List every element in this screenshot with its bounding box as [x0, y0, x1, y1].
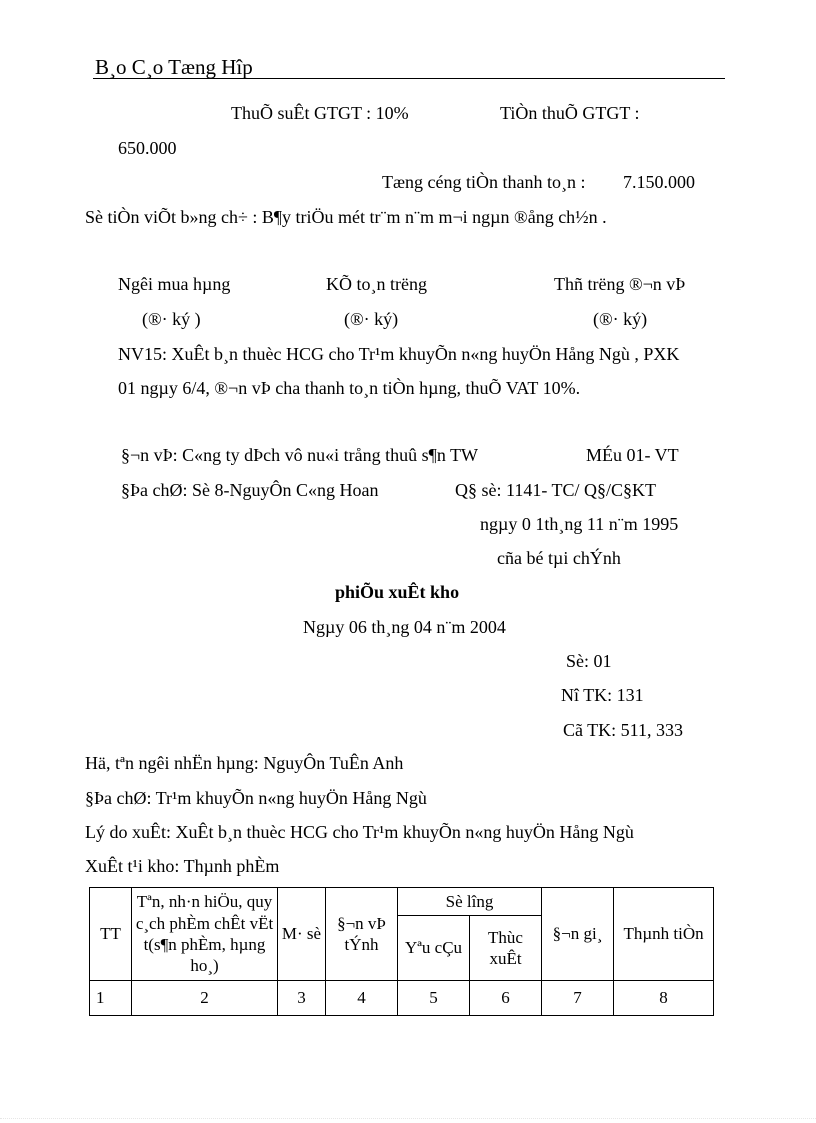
slip-number: Sè: 01: [566, 651, 612, 671]
org-address: §Þa chØ: Sè 8-NguyÔn C«ng Hoan: [121, 480, 379, 500]
signature-accountant-title: KÕ to¸n trëng: [326, 274, 427, 294]
index-cell: 5: [398, 980, 470, 1015]
header-unit: §¬n vÞ tÝnh: [326, 888, 398, 981]
index-cell: 7: [542, 980, 614, 1015]
credit-account: Cã TK: 511, 333: [563, 720, 683, 740]
total-value: 7.150.000: [623, 172, 695, 192]
issue-warehouse: XuÊt t¹i kho: Thµnh phÈm: [85, 856, 280, 876]
header-code: M· sè: [278, 888, 326, 981]
index-cell: 8: [614, 980, 714, 1015]
vat-amount-label: TiÒn thuÕ GTGT :: [500, 103, 640, 123]
index-cell: 3: [278, 980, 326, 1015]
org-unit: §¬n vÞ: C«ng ty dÞch vô nu«i trång thuû s¶n TW: [121, 445, 478, 465]
vat-rate-text: ThuÕ suÊt GTGT : 10%: [231, 103, 409, 123]
header-item-name: Tªn, nh·n hiÖu, quy c¸ch phÈm chÊt vËt t(s¶n phÈm, hµng ho¸): [132, 888, 278, 981]
decision-number: Q§ sè: 1141- TC/ Q§/C§KT: [455, 480, 656, 500]
transaction-line-1: NV15: XuÊt b¸n thuèc HCG cho Tr¹m khuyÕn n«ng huyÖn Hång Ngù , PXK: [118, 344, 680, 364]
index-cell: 4: [326, 980, 398, 1015]
page-header-title: B¸o C¸o Tæng Hîp: [95, 55, 253, 79]
amount-in-words: Sè tiÒn viÕt b»ng ch÷ : B¶y triÖu mét tr¨m n¨m m¬i ngµn ®ång ch½n .: [85, 207, 607, 227]
header-quantity-actual: Thùc xuÊt: [470, 916, 542, 981]
header-rule: [93, 78, 725, 79]
form-number: MÉu 01- VT: [586, 445, 679, 465]
signature-accountant-note: (®· ký): [344, 309, 399, 329]
signature-head-title: Thñ trëng ®¬n vÞ: [554, 274, 686, 294]
vat-amount-value: 650.000: [118, 138, 177, 158]
header-stt: TT: [90, 888, 132, 981]
index-cell: 1: [90, 980, 132, 1015]
issue-reason: Lý do xuÊt: XuÊt b¸n thuèc HCG cho Tr¹m khuyÕn n«ng huyÖn Hång Ngù: [85, 822, 634, 842]
slip-title: phiÕu xuÊt kho: [335, 582, 460, 602]
total-label: Tæng céng tiÒn thanh to¸n :: [382, 172, 586, 192]
signature-head-note: (®· ký): [593, 309, 648, 329]
slip-date: Ngµy 06 th¸ng 04 n¨m 2004: [303, 617, 506, 637]
header-unit-price: §¬n gi¸: [542, 888, 614, 981]
header-amount: Thµnh tiÒn: [614, 888, 714, 981]
decision-date: ngµy 0 1th¸ng 11 n¨m 1995: [480, 514, 679, 534]
recipient-name: Hä, tªn ngêi nhËn hµng: NguyÔn TuÊn Anh: [85, 753, 404, 773]
debit-account: Nî TK: 131: [561, 685, 644, 705]
recipient-address: §Þa chØ: Tr¹m khuyÕn n«ng huyÖn Hång Ngù: [85, 788, 427, 808]
header-quantity: Sè lîng: [398, 888, 542, 916]
index-cell: 6: [470, 980, 542, 1015]
page-bottom-edge: [0, 1118, 816, 1119]
index-cell: 2: [132, 980, 278, 1015]
transaction-line-2: 01 ngµy 6/4, ®¬n vÞ cha thanh to¸n tiÒn hµng, thuÕ VAT 10%.: [118, 378, 581, 398]
signature-buyer-title: Ngêi mua hµng: [118, 274, 231, 294]
signature-buyer-note: (®· ký ): [142, 309, 201, 329]
header-quantity-required: Yªu cÇu: [398, 916, 470, 981]
issuing-authority: cña bé tµi chÝnh: [497, 548, 621, 568]
goods-issue-table: [89, 887, 714, 1016]
